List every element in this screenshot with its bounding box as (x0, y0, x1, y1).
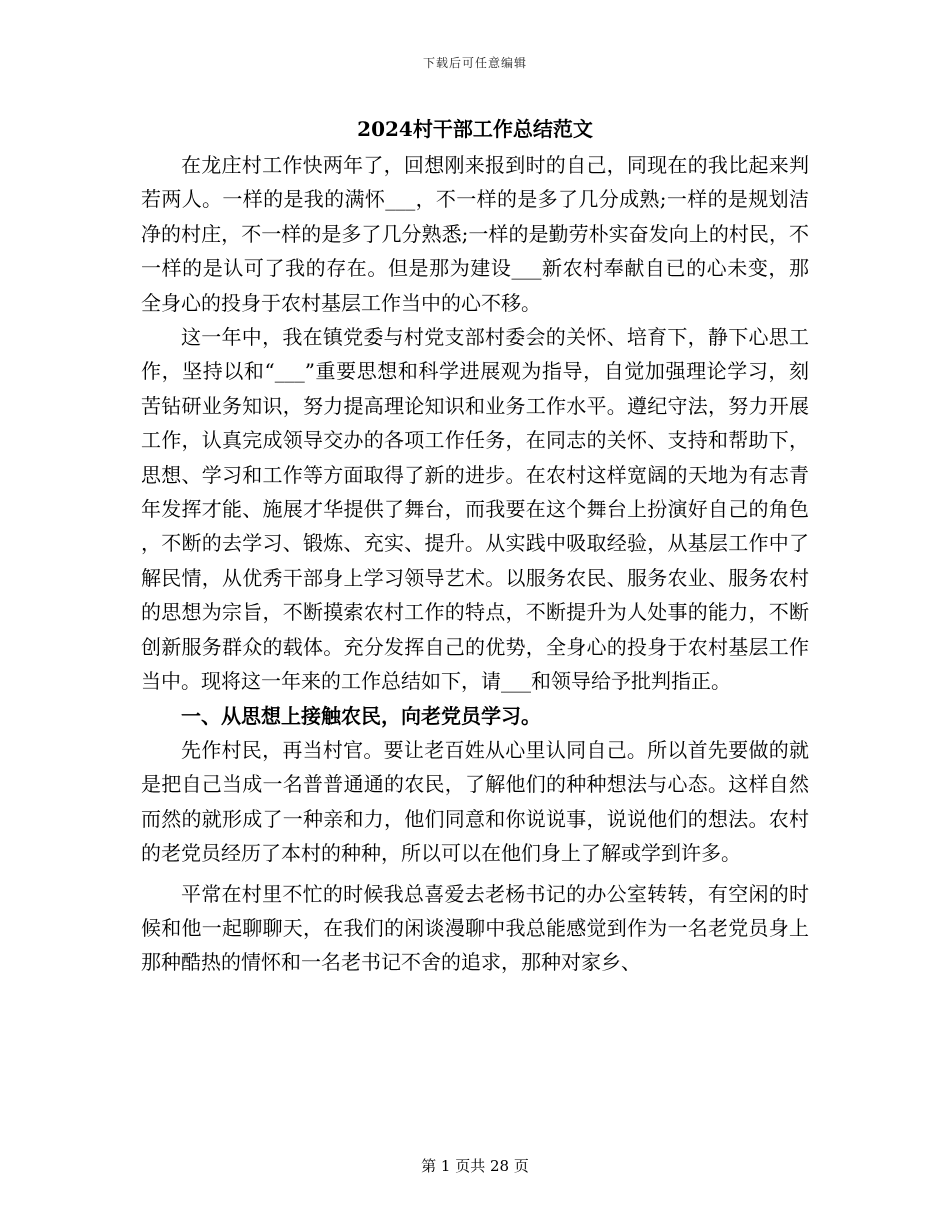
document-body (141, 148, 809, 980)
section-1-paragraph-1: 先作村民，再当村官。要让老百姓从心里认同自己。所以首先要做的就是把自己当成一名普普通通的农民，了解他们的种种想法与心态。这样自然而然的就形成了一种亲和力，他们同意和你说说事，说说他们的想法。农村的老党员经历了本村的种种，所以可以在他们身上了解或学到许多。 (141, 737, 809, 866)
page-number-footer: 第 1 页共 28 页 (421, 1157, 529, 1175)
header-note: 下载后可任意编辑 (422, 56, 527, 70)
intro-paragraph-2: 这一年中，我在镇党委与村党支部村委会的关怀、培育下，静下心思工作，坚持以和“___”重要思想和科学进展观为指导，自觉加强理论学习，刻苦钻研业务知识，努力提高理论知识和业务工作水平。遵纪守法，努力开展工作，认真完成领导交办的各项工作任务，在同志的关怀、支持和帮助下，思想、学习和工作等方面取得了新的进步。在农村这样宽阔的天地为有志青年发挥才能、施展才华提供了舞台，而我要在这个舞台上扮演好自己的角色，不断的去学习、锻炼、充实、提升。从实践中吸取经验，从基层工作中了解民情，从优秀干部身上学习领导艺术。以服务农民、服务农业、服务农村的思想为宗旨，不断摸索农村工作的特点，不断提升为人处事的能力，不断创新服务群众的载体。充分发挥自己的优势，全身心的投身于农村基层工作当中。现将这一年来的工作总结如下，请___和领导给予批判指正。 (141, 325, 809, 694)
section-heading-1: 一、从思想上接触农民，向老党员学习。 (181, 703, 541, 728)
intro-paragraph-1: 在龙庄村工作快两年了，回想刚来报到时的自己，同现在的我比起来判若两人。一样的是我的满怀___，不一样的是多了几分成熟;一样的是规划洁净的村庄，不一样的是多了几分熟悉;一样的是勤劳朴实奋发向上的村民，不一样的是认可了我的存在。但是那为建设___新农村奉献自已的心未变，那全身心的投身于农村基层工作当中的心不移。 (141, 153, 809, 315)
document-title: 2024村干部工作总结范文 (357, 117, 593, 141)
section-1-paragraph-2: 平常在村里不忙的时候我总喜爱去老杨书记的办公室转转，有空闲的时候和他一起聊聊天，在我们的闲谈漫聊中我总能感觉到作为一名老党员身上那种酷热的情怀和一名老书记不舍的追求，那种对家乡、 (141, 881, 809, 975)
